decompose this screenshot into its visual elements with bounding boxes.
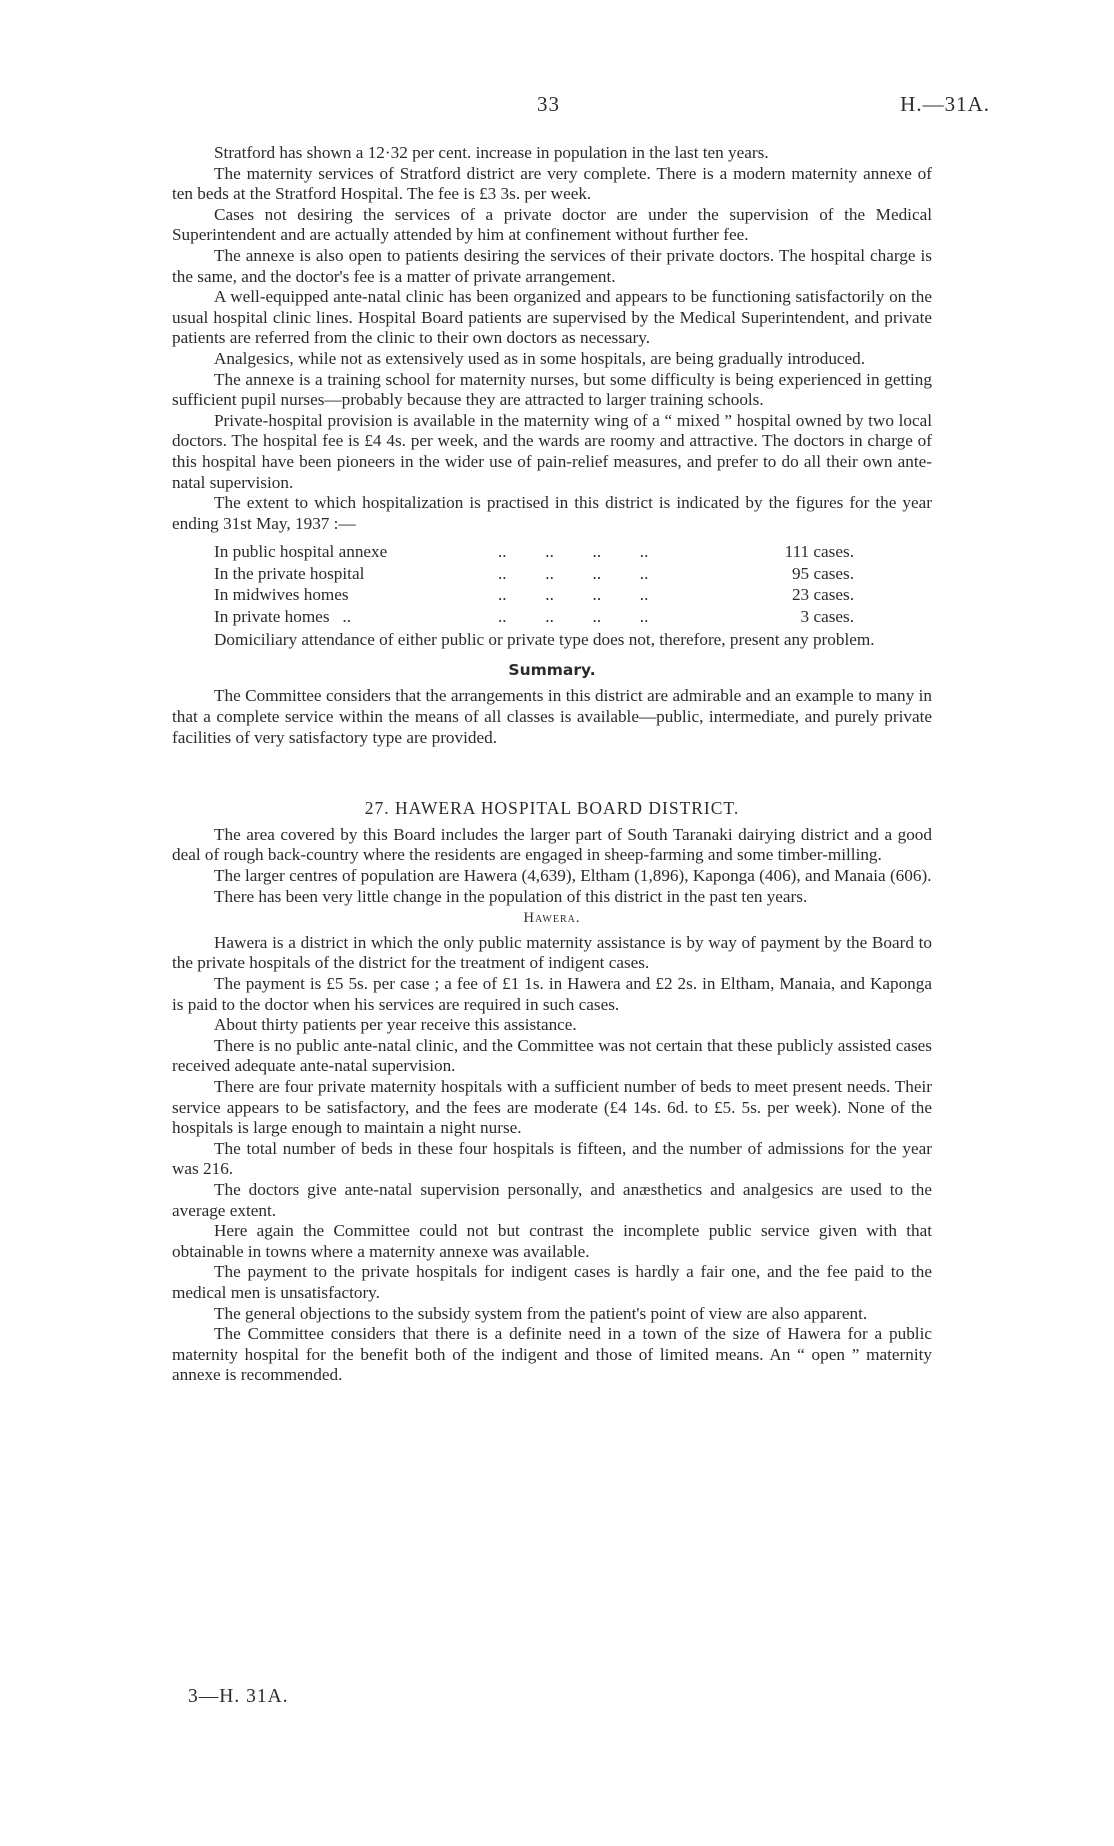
paragraph: The payment is £5 5s. per case ; a fee of £1 1s. in Hawera and £2 2s. in Eltham, Manaia, and Kaponga is paid to the doctor when his services are required in such cases. bbox=[172, 974, 932, 1014]
paragraph: About thirty patients per year receive this assistance. bbox=[214, 1015, 577, 1035]
figure-value: 95 cases. bbox=[791, 563, 854, 583]
paragraph: The total number of beds in these four hospitals is fifteen, and the number of admissions for the year was 216. bbox=[172, 1138, 932, 1179]
paragraph: Domiciliary attendance of either public or private type does not, therefore, present any problem. bbox=[214, 630, 875, 650]
paragraph: The maternity services of Stratford district are very complete. There is a modern maternity annexe of ten beds at the Stratford Hospital. The fee is £3 3s. per week. bbox=[172, 163, 932, 204]
paragraph: The annexe is a training school for maternity nurses, but some difficulty is being experienced in getting sufficient pupil nurses—probably because they are attracted to larger training schools. bbox=[172, 369, 932, 410]
figure-value: 23 cases. bbox=[791, 585, 854, 605]
summary-paragraph: The Committee considers that the arrangements in this district are admirable and an example to many in that a complete service within the means of all classes is available—public, intermediate, and purely private facilities of very satisfactory type are provided. bbox=[172, 686, 932, 747]
leader-dots: .. .. .. .. bbox=[498, 585, 649, 605]
paragraph: Hawera is a district in which the only public maternity assistance is by way of payment by the Board to the private hospitals of the district for the treatment of indigent cases. bbox=[172, 932, 932, 973]
leader-dots: .. .. .. .. bbox=[498, 606, 649, 626]
district-heading: 27. HAWERA HOSPITAL BOARD DISTRICT. bbox=[364, 798, 740, 819]
paragraph: The annexe is also open to patients desiring the services of their private doctors. The hospital charge is the same, and the doctor's fee is a matter of private arrangement. bbox=[172, 245, 932, 286]
paragraph: The Committee considers that there is a definite need in a town of the size of Hawera for a public maternity hospital for the benefit both of the indigent and those of limited means. An “ open ” maternity annexe is recommended. bbox=[172, 1324, 932, 1385]
paragraph: The payment to the private hospitals for indigent cases is hardly a fair one, and the fee paid to the medical men is unsatisfactory. bbox=[172, 1262, 932, 1302]
figure-value: 111 cases. bbox=[784, 542, 854, 562]
signature-code: 3—H. 31A. bbox=[188, 1686, 289, 1707]
paragraph: Private-hospital provision is available in the maternity wing of a “ mixed ” hospital owned by two local doctors. The hospital fee is £4 4s. per week, and the wards are roomy and attractive. The doctors in charge of this hospital have been pioneers in the wider use of pain-relief measures, and prefer to do all their own ante-natal supervision. bbox=[172, 410, 932, 492]
leader-dots: .. .. .. .. bbox=[498, 542, 649, 562]
paragraph: The general objections to the subsidy system from the patient's point of view are also apparent. bbox=[214, 1303, 868, 1323]
paragraph: A well-equipped ante-natal clinic has been organized and appears to be functioning satisfactorily on the usual hospital clinic lines. Hospital Board patients are supervised by the Medical Superintendent, and private patients are referred from the clinic to their own doctors as necessary. bbox=[172, 287, 932, 348]
paragraph: Cases not desiring the services of a private doctor are under the supervision of the Medical Superintendent and are actually attended by him at confinement without further fee. bbox=[172, 204, 932, 245]
paragraph: Analgesics, while not as extensively used as in some hospitals, are being gradually introduced. bbox=[214, 348, 866, 368]
figure-label: In the private hospital bbox=[214, 563, 365, 583]
paragraph: There has been very little change in the population of this district in the past ten years. bbox=[214, 886, 808, 906]
paragraph: There are four private maternity hospitals with a sufficient number of beds to meet present needs. Their service appears to be satisfactory, and the fees are moderate (£4 14s. 6d. to £5. 5s. per week). None of the hospitals is large enough to maintain a night nurse. bbox=[172, 1076, 932, 1138]
paragraph: The doctors give ante-natal supervision personally, and anæsthetics and analgesics are used to the average extent. bbox=[172, 1179, 932, 1220]
paragraph: There is no public ante-natal clinic, and the Committee was not certain that these publicly assisted cases received adequate ante-natal supervision. bbox=[172, 1035, 932, 1076]
figure-row bbox=[172, 542, 932, 564]
summary-heading: Summary. bbox=[508, 660, 596, 679]
figure-value: 3 cases. bbox=[800, 606, 854, 626]
page-header bbox=[0, 92, 1114, 122]
paragraph: The area covered by this Board includes the larger part of South Taranaki dairying district and a good deal of rough back-country where the residents are engaged in sheep-farming and some timber-milling. bbox=[172, 824, 932, 865]
document-body bbox=[172, 143, 932, 1386]
report-reference: H.—31A. bbox=[900, 92, 990, 116]
paragraph: Stratford has shown a 12·32 per cent. increase in population in the last ten years. bbox=[214, 143, 769, 162]
page-number: 33 bbox=[537, 92, 560, 116]
figure-row bbox=[172, 564, 932, 586]
figure-label: In private homes .. bbox=[214, 606, 351, 626]
leader-dots: .. .. .. .. bbox=[498, 563, 649, 583]
figure-row bbox=[172, 607, 932, 629]
paragraph: The extent to which hospitalization is practised in this district is indicated by the figures for the year ending 31st May, 1937 :— bbox=[172, 493, 932, 533]
paragraph: The larger centres of population are Hawera (4,639), Eltham (1,896), Kaponga (406), and Manaia (606). bbox=[214, 866, 932, 886]
town-subheading: Hawera. bbox=[523, 910, 581, 927]
figure-label: In public hospital annexe bbox=[214, 542, 388, 562]
paragraph: Here again the Committee could not but contrast the incomplete public service given with that obtainable in towns where a maternity annexe was available. bbox=[172, 1221, 932, 1261]
figure-row bbox=[172, 585, 932, 607]
figure-label: In midwives homes bbox=[214, 585, 349, 605]
hospitalization-figures bbox=[172, 542, 932, 628]
